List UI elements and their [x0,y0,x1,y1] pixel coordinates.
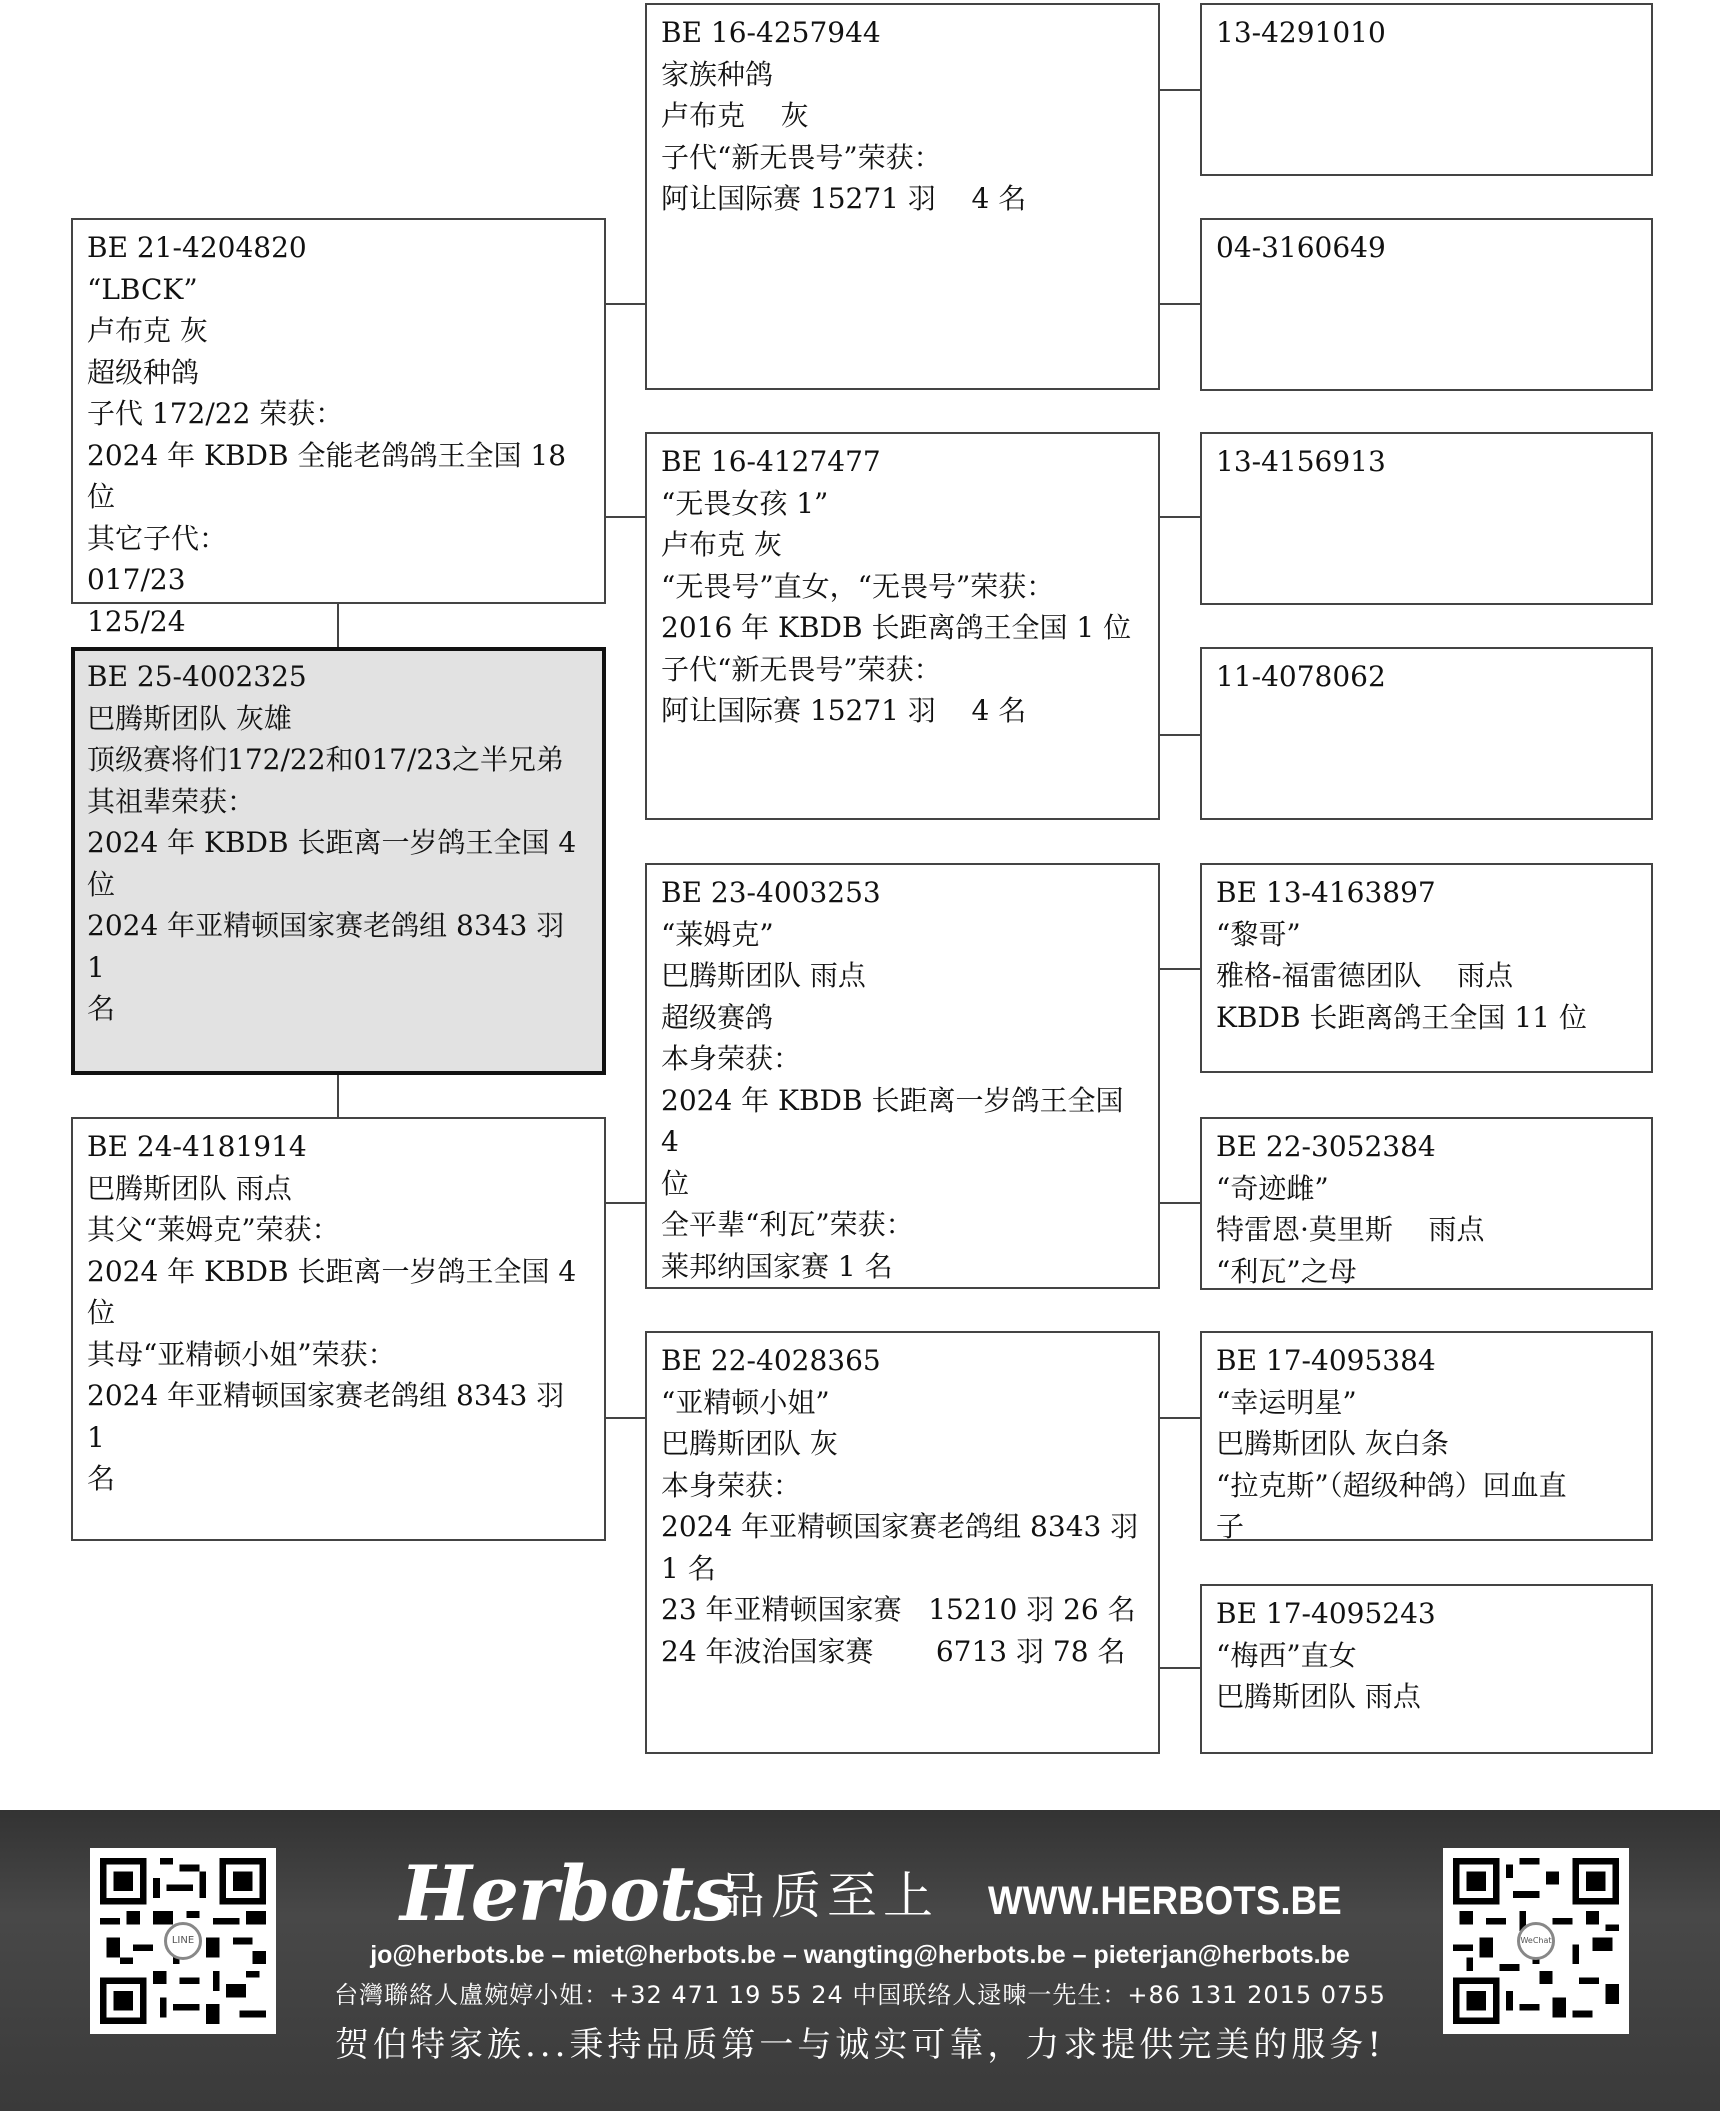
pedigree-line: 本身荣获： [661,1042,802,1075]
pedigree-line: BE 24-4181914 [87,1130,307,1163]
connector-line [337,604,339,647]
great-grandparent-box-3 [1200,432,1653,605]
sire-box [71,218,606,638]
pedigree-line: 卢布克 灰 [661,99,809,132]
pedigree-line: 2024 年亚精顿国家赛老鸽组 8343 羽 [661,1510,1139,1543]
pedigree-line: BE 23-4003253 [661,876,881,909]
connector-line [1160,734,1200,736]
connector-line [1160,968,1200,970]
pedigree-line: 13-4156913 [1216,445,1386,478]
pedigree-line: KBDB 长距离鸽王全国 11 位 [1216,1000,1587,1034]
sire-sire-box [645,3,1160,390]
connector-line [1160,1417,1200,1419]
pedigree-line: 2024 年亚精顿国家赛老鸽组 8343 羽 1 [87,909,574,984]
pedigree-line: BE 16-4127477 [661,445,881,478]
connector-line [606,516,645,518]
pedigree-line: BE 13-4163897 [1216,876,1436,909]
pedigree-line: “拉克斯”（超级种鸽）回血直 [1216,1468,1567,1502]
pedigree-line: 卢布克 灰 [87,314,208,347]
connector-line [1160,89,1200,91]
pedigree-line: 11-4078062 [1216,660,1386,693]
pedigree-line: “莱姆克” [661,917,774,951]
pedigree-line: BE 17-4095243 [1216,1597,1436,1630]
pedigree-line: BE 22-3052384 [1216,1130,1436,1163]
subject-pigeon-box [71,647,606,1075]
wechat-qr-code[interactable] [1443,1848,1629,2034]
pedigree-line: BE 17-4095384 [1216,1344,1436,1377]
herbots-logo: Herbots [400,1849,735,1938]
contact-persons: 台灣聯絡人盧婉婷小姐：+32 471 19 55 24 中国联络人逯暕一先生：+86 131 2015 0755 [334,1981,1386,2009]
connector-line [1160,516,1200,518]
pedigree-line: “梅西”直女 [1216,1638,1357,1672]
pedigree-line: 名 [87,992,116,1025]
pedigree-line: 子代“新无畏号”荣获： [661,140,942,174]
dam-sire-box [645,863,1160,1289]
pedigree-line: 雅格-福雷德团队 雨点 [1216,959,1514,992]
pedigree-line: “无畏女孩 1” [661,486,829,520]
great-grandparent-box-2 [1200,218,1653,391]
pedigree-line: 顶级赛将们172/22和017/23之半兄弟 [87,743,565,776]
pedigree-line: 阿让国际赛 15271 羽 4 名 [661,182,1027,215]
pedigree-line: “亚精顿小姐” [661,1385,830,1419]
wechat-logo-icon: WeChat [1517,1922,1555,1960]
pedigree-line: 巴腾斯团队 雨点 [661,959,866,992]
pedigree-line: 超级种鸽 [87,355,200,389]
pedigree-line: “奇迹雌” [1216,1171,1329,1205]
great-grandparent-box-8 [1200,1584,1653,1754]
dam-dam-box [645,1331,1160,1754]
pedigree-line: 23 年亚精顿国家赛 15210 羽 26 名 [661,1593,1136,1626]
pedigree-line: 2016 年 KBDB 长距离鸽王全国 1 位 [661,611,1132,644]
pedigree-line: 超级赛鸽 [661,1000,774,1034]
great-grandparent-box-4 [1200,647,1653,820]
slogan: 品质至上 [715,1867,939,1925]
connector-line [606,303,645,305]
pedigree-line: 卢布克 灰 [661,528,782,561]
pedigree-line: 125/24 [87,604,186,638]
connector-line [606,1417,645,1419]
pedigree-line: 位 [661,1166,690,1200]
pedigree-line: 2024 年 KBDB 长距离一岁鸽王全国 4 位 [87,826,586,901]
pedigree-line: 2024 年 KBDB 长距离一岁鸽王全国 4 [661,1083,1133,1158]
pedigree-line: 2024 年亚精顿国家赛老鸽组 8343 羽 1 [87,1379,574,1454]
pedigree-line: 巴腾斯团队 灰 [661,1427,838,1460]
pedigree-line: 名 [87,1462,116,1495]
pedigree-line: 全平辈“利瓦”荣获： [661,1208,914,1241]
pedigree-line: “LBCK” [87,272,198,306]
great-grandparent-box-7 [1200,1331,1653,1541]
pedigree-line: 其祖辈荣获： [87,784,256,818]
pedigree-line: 其母“亚精顿小姐”荣获： [87,1337,396,1371]
website-link[interactable]: WWW.HERBOTS.BE [988,1879,1342,1923]
connector-line [606,1202,645,1204]
pedigree-line: 其它子代： [87,521,228,555]
line-logo-icon: LINE [164,1922,202,1960]
pedigree-line: 巴腾斯团队 雨点 [87,1171,292,1205]
pedigree-line: BE 22-4028365 [661,1344,881,1377]
pedigree-line: “幸运明星” [1216,1385,1357,1419]
pedigree-line: BE 16-4257944 [661,16,881,49]
dam-box [71,1117,606,1541]
connector-line [1160,303,1200,305]
connector-line [1160,1667,1200,1669]
great-grandparent-box-1 [1200,3,1653,176]
pedigree-line: 子代 172/22 荣获： [87,397,344,430]
pedigree-line: “利瓦”之母 [1216,1254,1357,1288]
pedigree-line: 莱邦纳国家赛 1 名 [661,1249,893,1283]
email-links[interactable]: jo@herbots.be – miet@herbots.be – wangting@herbots.be – pieterjan@herbots.be [370,1941,1350,1969]
pedigree-line: 其父“莱姆克”荣获： [87,1213,340,1246]
great-grandparent-box-5 [1200,863,1653,1073]
pedigree-line: 2024 年 KBDB 长距离一岁鸽王全国 4 位 [87,1254,586,1329]
pedigree-line: 巴腾斯团队 灰白条 [1216,1427,1449,1460]
pedigree-line: 阿让国际赛 15271 羽 4 名 [661,694,1027,727]
sire-dam-box [645,432,1160,820]
pedigree-line: 本身荣获： [661,1468,802,1502]
tagline: 贺伯特家族...秉持品质第一与诚实可靠，力求提供完美的服务! [334,2025,1386,2065]
connector-line [1160,1202,1200,1204]
pedigree-line: BE 25-4002325 [87,660,307,693]
pedigree-line: 13-4291010 [1216,16,1386,49]
pedigree-line: 特雷恩·莫里斯 雨点 [1216,1213,1485,1246]
pedigree-line: 家族种鸽 [661,57,774,91]
footer-banner [0,1810,1720,2111]
great-grandparent-box-6 [1200,1117,1653,1290]
pedigree-line: “黎哥” [1216,917,1301,951]
pedigree-line: “无畏号”直女，“无畏号”荣获： [661,569,1055,603]
pedigree-line: 子 [1216,1510,1245,1543]
pedigree-line: BE 21-4204820 [87,231,307,264]
pedigree-line: 017/23 [87,563,186,596]
pedigree-line: 1 名 [661,1551,716,1585]
brand-row [400,1849,1380,1938]
connector-line [337,1075,339,1117]
pedigree-line: 2024 年 KBDB 全能老鸽鸽王全国 18 位 [87,438,575,513]
pedigree-line: 巴腾斯团队 雨点 [1216,1680,1421,1713]
pedigree-line: 子代“新无畏号”荣获： [661,652,942,686]
pedigree-line: 04-3160649 [1216,231,1386,264]
pedigree-line: 巴腾斯团队 灰雄 [87,701,292,735]
pedigree-line: 24 年波治国家赛 6713 羽 78 名 [661,1634,1126,1668]
